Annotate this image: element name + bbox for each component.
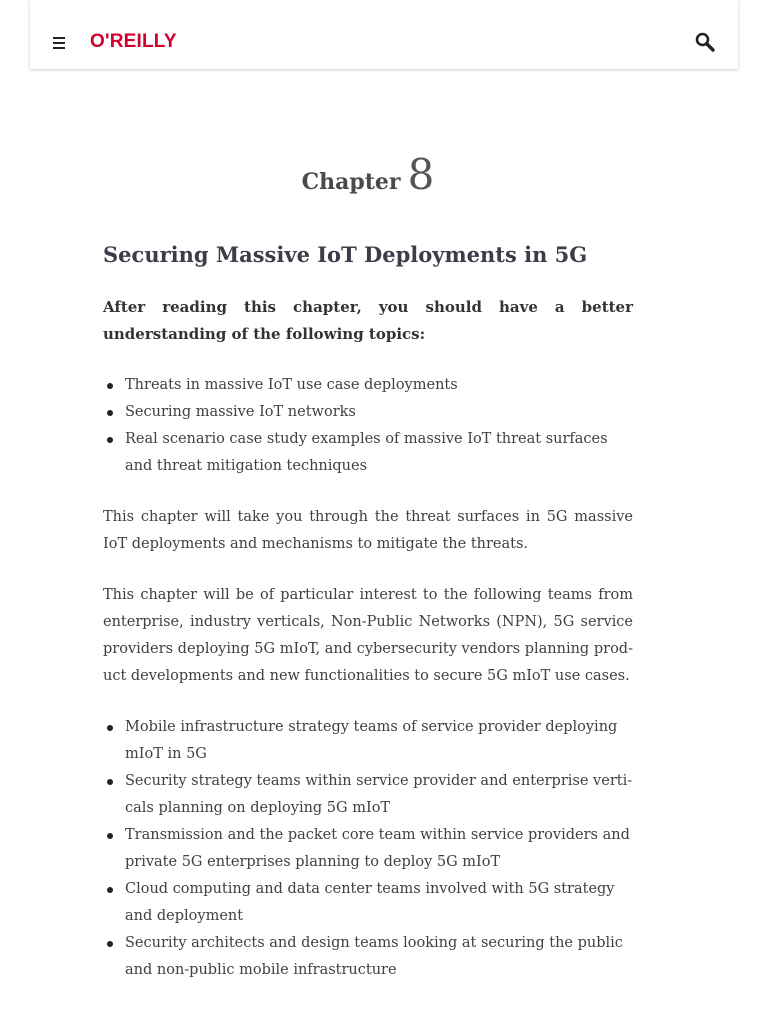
bullet-icon	[107, 725, 113, 731]
list-item	[103, 768, 633, 822]
list-item	[103, 372, 633, 399]
list-item-text: Securing massive IoT networks	[125, 404, 356, 420]
chapter-title: Securing Massive IoT Deployments in 5G	[103, 242, 588, 267]
list-item	[103, 930, 633, 984]
topics-list	[103, 372, 633, 480]
teams-list	[103, 714, 633, 984]
list-item-text: Security architects and design teams looking at securing the public and non-public mobile infrastructure	[125, 935, 623, 978]
chapter-intro: After reading this chapter, you should have a better understanding of the following topics:	[103, 298, 633, 343]
top-navigation-bar	[30, 0, 738, 69]
list-item-text: Cloud computing and data center teams involved with 5G strategy and deployment	[125, 881, 615, 924]
list-item	[103, 426, 633, 480]
bullet-icon	[107, 410, 113, 416]
bullet-icon	[107, 779, 113, 785]
bullet-icon	[107, 383, 113, 389]
chapter-heading	[103, 150, 633, 212]
chapter-number: 8	[407, 150, 435, 199]
bullet-icon	[107, 833, 113, 839]
list-item	[103, 822, 633, 876]
bullet-icon	[107, 437, 113, 443]
list-item	[103, 399, 633, 426]
list-item-text: Security strategy teams within service provider and enterprise verticals planning on deploying 5G mIoT	[125, 773, 633, 816]
list-item-text: Threats in massive IoT use case deployments	[125, 377, 458, 393]
bullet-icon	[107, 941, 113, 947]
list-item-text: Mobile infrastructure strategy teams of service provider deploying mIoT in 5G	[125, 719, 618, 762]
body-paragraph-2: This chapter will be of particular interest to the following teams from enterprise, industry verticals, Non-Public Networks (NPN), 5G service providers deploying 5G mIoT, and cybersecurity vendors planning product developments and new functionalities to secure 5G mIoT use cases.	[103, 587, 633, 684]
chapter-label: Chapter	[301, 169, 401, 195]
chapter-content	[103, 150, 633, 984]
list-item	[103, 714, 633, 768]
oreilly-logo[interactable]: O'REILLY	[90, 31, 177, 52]
hamburger-menu-icon[interactable]	[52, 34, 68, 52]
list-item-text: Real scenario case study examples of massive IoT threat surfaces and threat mitigation techniques	[125, 431, 608, 474]
bullet-icon	[107, 887, 113, 893]
list-item	[103, 876, 633, 930]
list-item-text: Transmission and the packet core team within service providers and private 5G enterprises planning to deploy 5G mIoT	[125, 827, 630, 870]
body-paragraph-1: This chapter will take you through the threat surfaces in 5G massive IoT deployments and mechanisms to mitigate the threats.	[103, 509, 633, 552]
search-icon[interactable]	[694, 31, 716, 53]
